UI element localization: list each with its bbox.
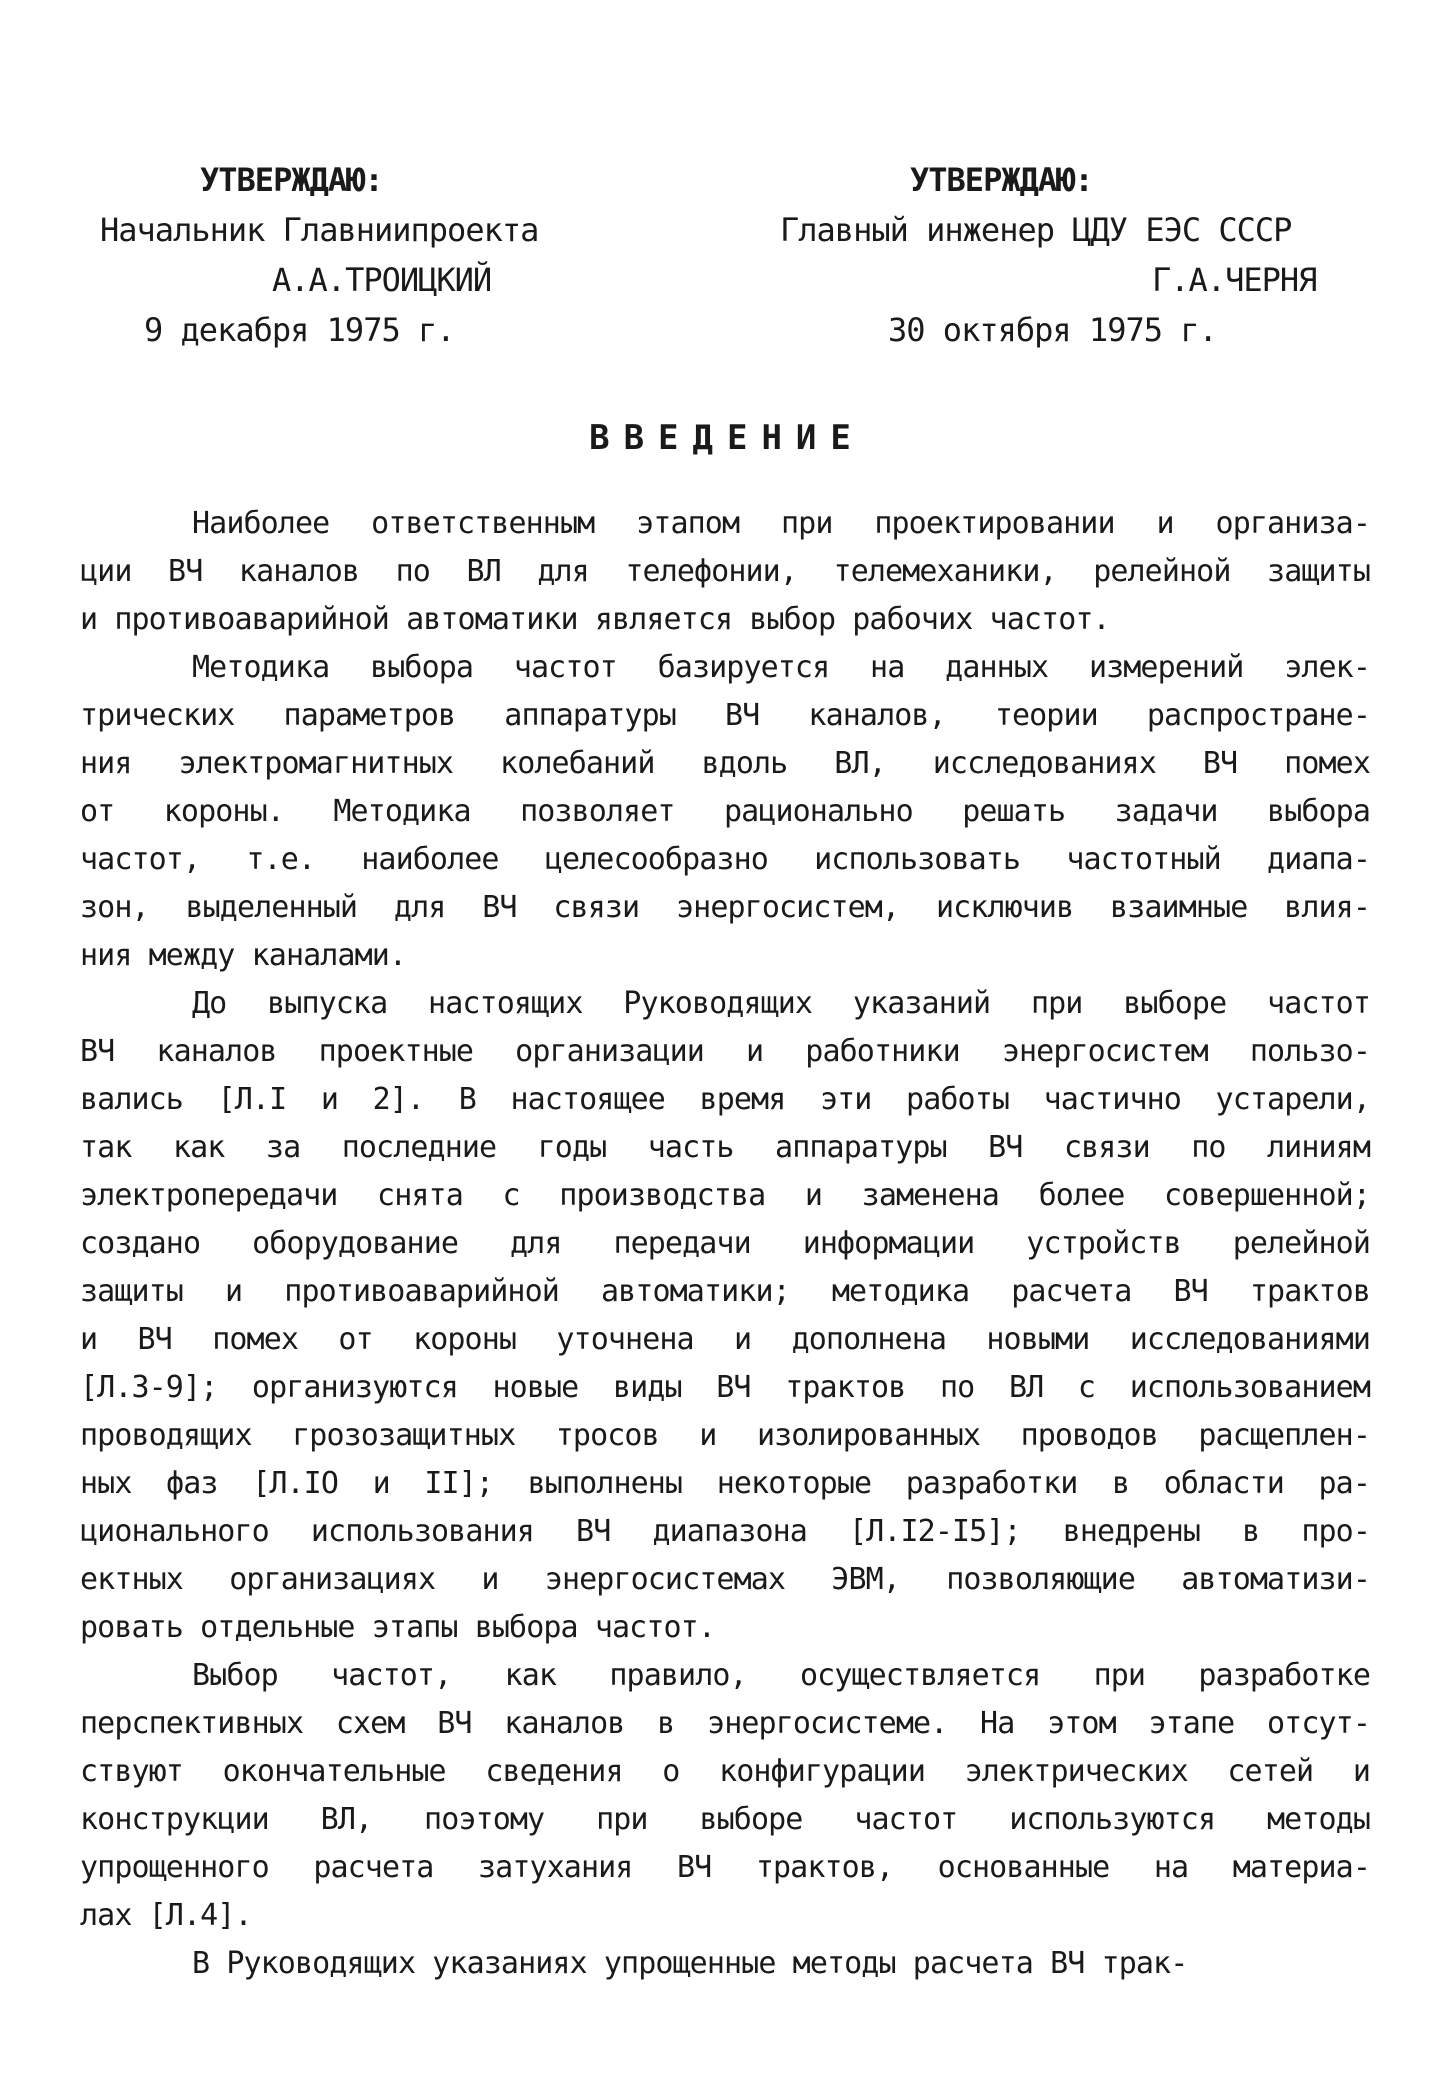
text-line: так как за последние годы часть аппаратуры ВЧ связи по линиям: [80, 1130, 1370, 1165]
text-line: ния электромагнитных колебаний вдоль ВЛ, исследованиях ВЧ помех: [80, 746, 1370, 781]
approval-name: А.А.ТРОИЦКИЙ: [272, 261, 492, 299]
text-line: [Л.3-9]; организуются новые виды ВЧ трактов по ВЛ с использованием: [80, 1370, 1370, 1405]
text-line: В Руководящих указаниях упрощенные методы расчета ВЧ трак-: [192, 1946, 1188, 1981]
text-line: создано оборудование для передачи информации устройств релейной: [80, 1226, 1370, 1261]
text-line: До выпуска настоящих Руководящих указаний при выборе частот: [192, 986, 1370, 1021]
text-line: электропередачи снята с производства и заменена более совершенной;: [80, 1178, 1370, 1213]
text-line: Наиболее ответственным этапом при проектировании и организа-: [192, 506, 1370, 541]
text-line: лах [Л.4].: [80, 1898, 252, 1933]
paragraph: [80, 980, 1370, 1652]
body-text: [80, 500, 1370, 1988]
text-line: Выбор частот, как правило, осуществляется при разработке: [192, 1658, 1370, 1693]
section-title: ВВЕДЕНИЕ: [589, 418, 865, 458]
text-line: ровать отдельные этапы выбора частот.: [80, 1610, 715, 1645]
text-line: ния между каналами.: [80, 938, 407, 973]
paragraph: [80, 500, 1370, 644]
text-line: и ВЧ помех от короны уточнена и дополнена новыми исследованиями: [80, 1322, 1370, 1357]
text-line: защиты и противоаварийной автоматики; методика расчета ВЧ трактов: [80, 1274, 1370, 1309]
text-line: вались [Л.I и 2]. В настоящее время эти работы частично устарели,: [80, 1082, 1370, 1117]
text-line: ционального использования ВЧ диапазона [Л.I2-I5]; внедрены в про-: [80, 1514, 1370, 1549]
text-line: трических параметров аппаратуры ВЧ каналов, теории распростране-: [80, 698, 1370, 733]
approval-position: Главный инженер ЦДУ ЕЭС СССР: [780, 211, 1292, 249]
text-line: частот, т.е. наиболее целесообразно использовать частотный диапа-: [80, 842, 1370, 877]
text-line: Методика выбора частот базируется на данных измерений элек-: [192, 650, 1370, 685]
approval-block-left: [100, 155, 570, 355]
approval-heading: УТВЕРЖДАЮ:: [200, 161, 383, 199]
approval-heading: УТВЕРЖДАЮ:: [910, 161, 1093, 199]
text-line: зон, выделенный для ВЧ связи энергосистем, исключив взаимные влия-: [80, 890, 1370, 925]
text-line: от короны. Методика позволяет рационально решать задачи выбора: [80, 794, 1370, 829]
approval-block-right: [780, 155, 1360, 355]
text-line: перспективных схем ВЧ каналов в энергосистеме. На этом этапе отсут-: [80, 1706, 1370, 1741]
text-line: ствуют окончательные сведения о конфигурации электрических сетей и: [80, 1754, 1370, 1789]
approval-date: 9 декабря 1975 г.: [144, 311, 455, 349]
text-line: упрощенного расчета затухания ВЧ трактов, основанные на материа-: [80, 1850, 1370, 1885]
paragraph: [80, 1940, 1370, 1988]
paragraph: [80, 1652, 1370, 1940]
approval-date: 30 октября 1975 г.: [888, 311, 1217, 349]
text-line: и противоаварийной автоматики является выбор рабочих частот.: [80, 602, 1110, 637]
text-line: проводящих грозозащитных тросов и изолированных проводов расщеплен-: [80, 1418, 1370, 1453]
approval-name: Г.А.ЧЕРНЯ: [1152, 261, 1317, 299]
text-line: ектных организациях и энергосистемах ЭВМ, позволяющие автоматизи-: [80, 1562, 1370, 1597]
text-line: конструкции ВЛ, поэтому при выборе частот используются методы: [80, 1802, 1370, 1837]
text-line: ВЧ каналов проектные организации и работники энергосистем пользо-: [80, 1034, 1370, 1069]
text-line: ных фаз [Л.IO и II]; выполнены некоторые разработки в области ра-: [80, 1466, 1370, 1501]
approval-position: Начальник Главниипроекта: [100, 211, 539, 249]
paragraph: [80, 644, 1370, 980]
text-line: ции ВЧ каналов по ВЛ для телефонии, телемеханики, релейной защиты: [80, 554, 1370, 589]
